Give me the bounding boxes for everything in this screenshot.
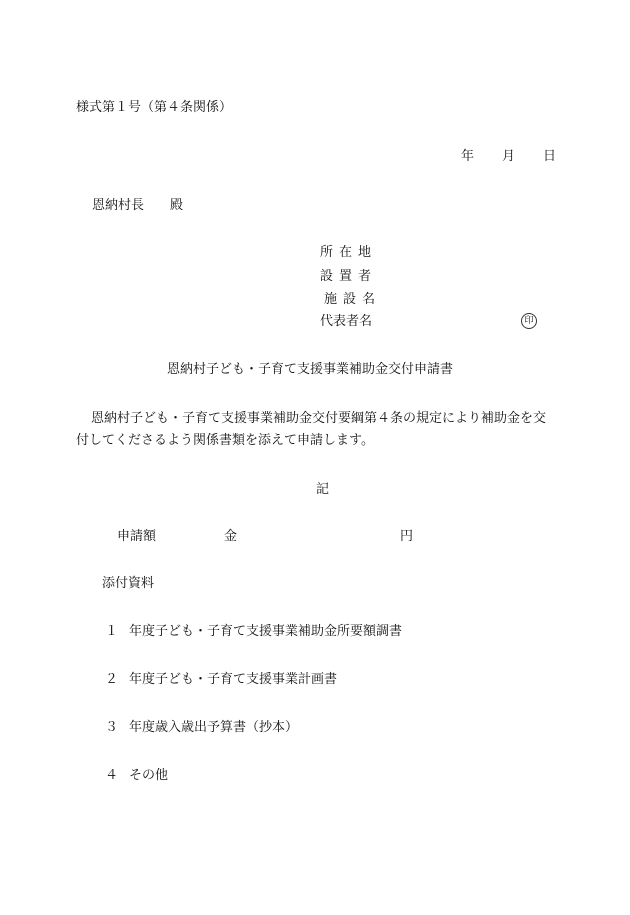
addressee-honorific: 殿 <box>170 198 184 213</box>
application-amount-kin: 金 <box>224 529 238 544</box>
ki-heading: 記 <box>316 482 330 497</box>
body-paragraph: 恩納村子ども・子育て支援事業補助金交付要綱第４条の規定により補助金を交付してくださるよう関係書類を添えて申請します。 <box>76 411 547 448</box>
attachment-number: ４ <box>105 768 119 783</box>
attachment-item <box>105 672 337 688</box>
addressee <box>92 198 183 214</box>
attachment-number: ３ <box>105 720 119 735</box>
application-amount-yen: 円 <box>400 529 414 544</box>
date-line <box>461 149 556 165</box>
attachment-item <box>105 768 168 784</box>
location-label: 所在地 <box>320 245 378 260</box>
attachment-text: 年度子ども・子育て支援事業補助金所要額調書 <box>129 624 403 639</box>
attachment-text: 年度歳入歳出予算書（抄本） <box>129 720 299 735</box>
addressee-title: 恩納村長 <box>92 198 145 213</box>
attachments-heading: 添付資料 <box>102 576 155 591</box>
date-day: 日 <box>543 149 557 164</box>
attachment-text: その他 <box>129 768 169 783</box>
date-month: 月 <box>502 149 516 164</box>
establisher-label: 設置者 <box>320 269 378 284</box>
seal-mark: 印 <box>521 313 537 329</box>
document-title: 恩納村子ども・子育て支援事業補助金交付申請書 <box>167 362 454 377</box>
attachment-item <box>105 720 298 736</box>
attachment-text: 年度子ども・子育て支援事業計画書 <box>129 672 338 687</box>
date-year: 年 <box>461 149 475 164</box>
facility-name-label: 施設名 <box>324 292 382 307</box>
attachment-number: １ <box>105 624 119 639</box>
representative-label: 代表者名 <box>320 314 373 329</box>
form-number: 様式第１号（第４条関係） <box>76 100 233 115</box>
application-amount-label: 申請額 <box>117 529 157 544</box>
attachment-item <box>105 624 402 640</box>
attachment-number: ２ <box>105 672 119 687</box>
